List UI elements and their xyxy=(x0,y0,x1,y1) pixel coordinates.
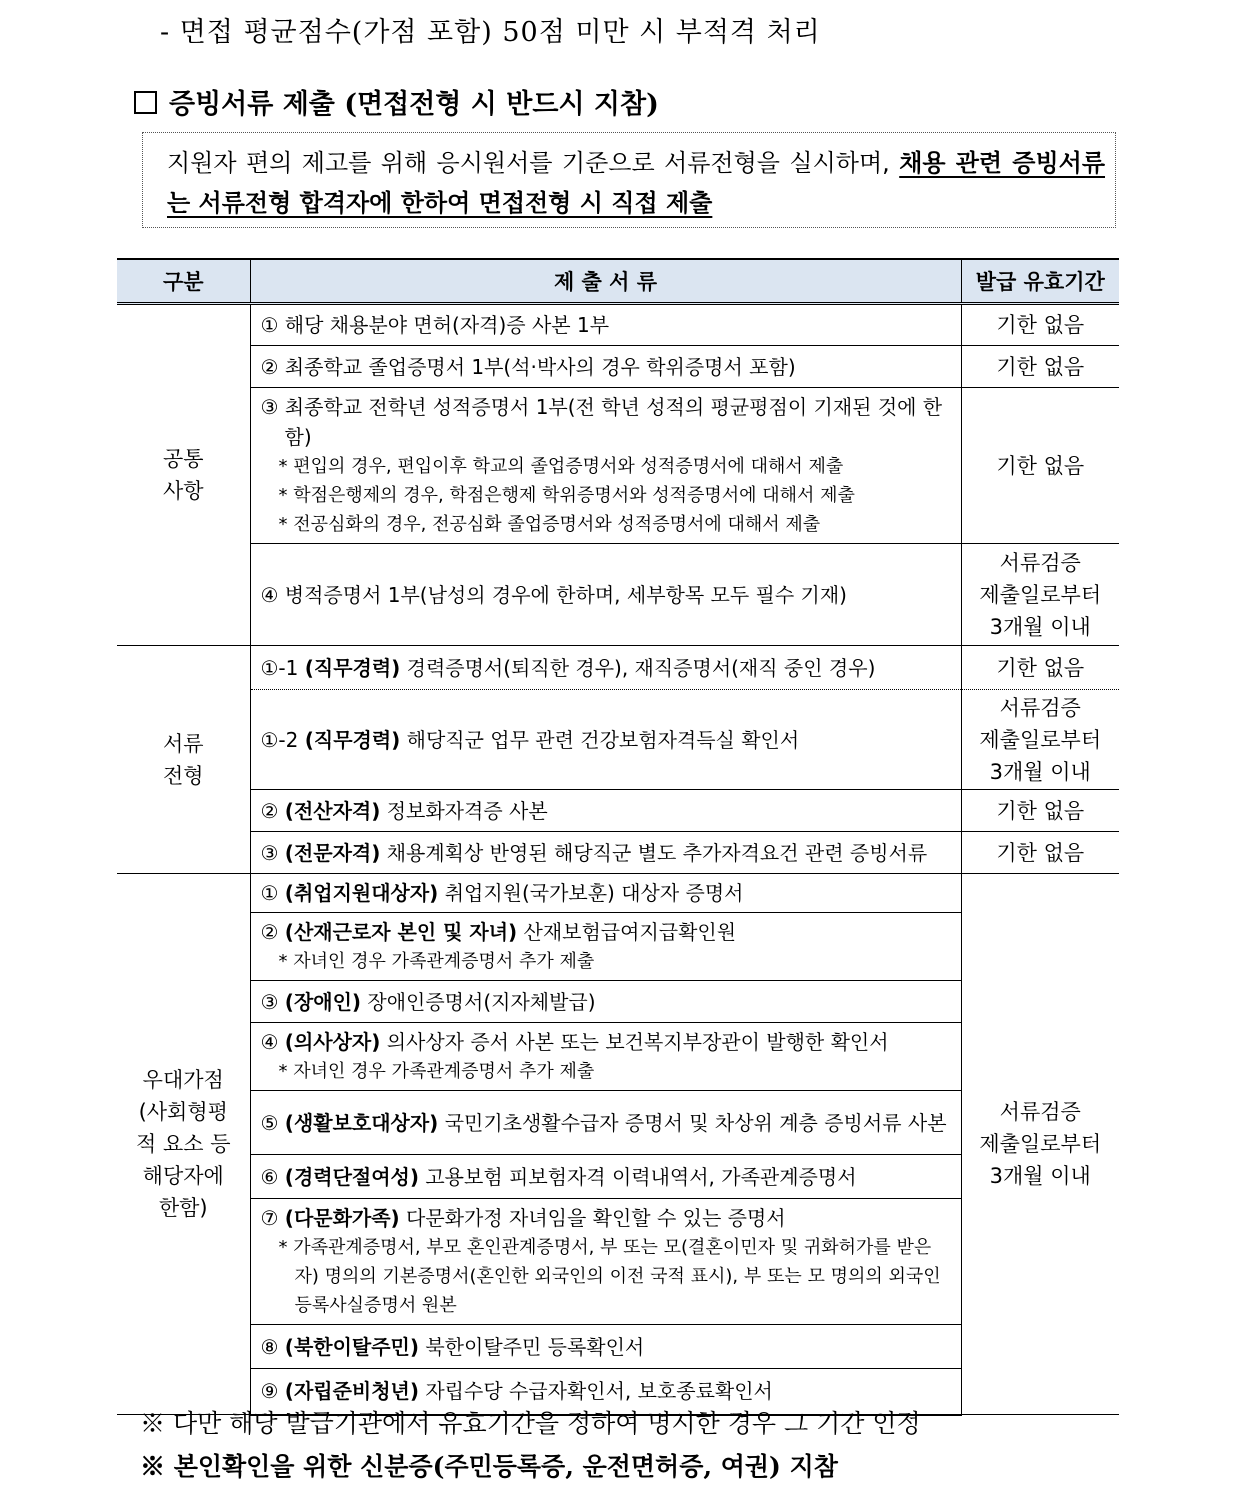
doc-item-1-2: ①-2 (직무경력) 해당직군 업무 관련 건강보험자격득실 확인서 xyxy=(250,690,961,790)
category-common: 공통 사항 xyxy=(117,304,250,646)
table-row xyxy=(117,690,1119,790)
bonus-item-5: ⑤ (생활보호대상자) 국민기초생활수급자 증명서 및 차상위 계층 증빙서류 사본 xyxy=(250,1091,961,1155)
doc-item-1-1: ①-1 (직무경력) 경력증명서(퇴직한 경우), 재직증명서(재직 중인 경우) xyxy=(250,646,961,690)
bonus-item-2: ② (산재근로자 본인 및 자녀) 산재보험급여지급확인원 * 자녀인 경우 가족관계증명서 추가 제출 xyxy=(250,913,961,981)
bonus-validity: 서류검증 제출일로부터 3개월 이내 xyxy=(961,874,1119,1415)
common-item-2: ② 최종학교 졸업증명서 1부(석·박사의 경우 학위증명서 포함) xyxy=(250,346,961,388)
table-row xyxy=(117,874,1119,913)
table-row xyxy=(117,388,1119,544)
notice-box: 지원자 편의 제고를 위해 응시원서를 기준으로 서류전형을 실시하며, 채용 관련 증빙서류는 서류전형 합격자에 한하여 면접전형 시 직접 제출 xyxy=(142,132,1116,228)
header-validity: 발급 유효기간 xyxy=(961,259,1119,304)
table-header-row xyxy=(117,259,1119,304)
table-row xyxy=(117,646,1119,690)
section-title: 증빙서류 제출 (면접전형 시 반드시 지참) xyxy=(134,82,659,121)
bonus-item-1: ① (취업지원대상자) 취업지원(국가보훈) 대상자 증명서 xyxy=(250,874,961,913)
footer-note-id: ※ 본인확인을 위한 신분증(주민등록증, 운전면허증, 여권) 지참 xyxy=(140,1452,838,1481)
doc-item-3: ③ (전문자격) 채용계획상 반영된 해당직군 별도 추가자격요건 관련 증빙서류 xyxy=(250,832,961,874)
interview-score-rule: - 면접 평균점수(가점 포함) 50점 미만 시 부적격 처리 xyxy=(160,17,821,48)
bonus-item-6: ⑥ (경력단절여성) 고용보험 피보험자격 이력내역서, 가족관계증명서 xyxy=(250,1155,961,1199)
validity: 서류검증 제출일로부터 3개월 이내 xyxy=(961,690,1119,790)
common-item-4: ④ 병적증명서 1부(남성의 경우에 한하며, 세부항목 모두 필수 기재) xyxy=(250,544,961,646)
bonus-item-7: ⑦ (다문화가족) 다문화가정 자녀임을 확인할 수 있는 증명서 * 가족관계증명서, 부모 혼인관계증명서, 부 또는 모(결혼이민자 및 귀화허가를 받은 자) 명의의 기본증명서(혼인한 외국인의 이전 국적 표시), 부 또는 모 명의의 외국인 등록사실증명서 원본 xyxy=(250,1199,961,1325)
table-row xyxy=(117,832,1119,874)
common-item-1: ① 해당 채용분야 면허(자격)증 사본 1부 xyxy=(250,304,961,346)
table-row xyxy=(117,544,1119,646)
doc-item-2: ② (전산자격) 정보화자격증 사본 xyxy=(250,790,961,832)
category-bonus: 우대가점 (사회형평 적 요소 등 해당자에 한함) xyxy=(117,874,250,1415)
table-row xyxy=(117,346,1119,388)
header-documents: 제 출 서 류 xyxy=(250,259,961,304)
common-item-3: ③ 최종학교 전학년 성적증명서 1부(전 학년 성적의 평균평점이 기재된 것에 한함) * 편입의 경우, 편입이후 학교의 졸업증명서와 성적증명서에 대해서 제출 * 학점은행제의 경우, 학점은행제 학위증명서와 성적증명서에 대해서 제출 * 전공심화의 경우, 전공심화 졸업증명서와 성적증명서에 대해서 제출 xyxy=(250,388,961,544)
validity: 기한 없음 xyxy=(961,790,1119,832)
validity: 기한 없음 xyxy=(961,304,1119,346)
bonus-item-4: ④ (의사상자) 의사상자 증서 사본 또는 보건복지부장관이 발행한 확인서 * 자녀인 경우 가족관계증명서 추가 제출 xyxy=(250,1023,961,1091)
table-row xyxy=(117,790,1119,832)
bonus-item-8: ⑧ (북한이탈주민) 북한이탈주민 등록확인서 xyxy=(250,1325,961,1369)
bonus-item-9: ⑨ (자립준비청년) 자립수당 수급자확인서, 보호종료확인서 xyxy=(250,1369,961,1415)
table-row xyxy=(117,304,1119,346)
bonus-item-3: ③ (장애인) 장애인증명서(지자체발급) xyxy=(250,981,961,1023)
documents-table xyxy=(117,258,1119,1416)
validity: 서류검증 제출일로부터 3개월 이내 xyxy=(961,544,1119,646)
category-doc: 서류 전형 xyxy=(117,646,250,874)
validity: 기한 없음 xyxy=(961,388,1119,544)
footer-note-validity: ※ 다만 해당 발급기관에서 유효기간을 정하여 명시한 경우 그 기간 인정 xyxy=(140,1409,921,1438)
validity: 기한 없음 xyxy=(961,832,1119,874)
validity: 기한 없음 xyxy=(961,646,1119,690)
checkbox-square-icon xyxy=(134,91,157,114)
header-category: 구분 xyxy=(117,259,250,304)
validity: 기한 없음 xyxy=(961,346,1119,388)
